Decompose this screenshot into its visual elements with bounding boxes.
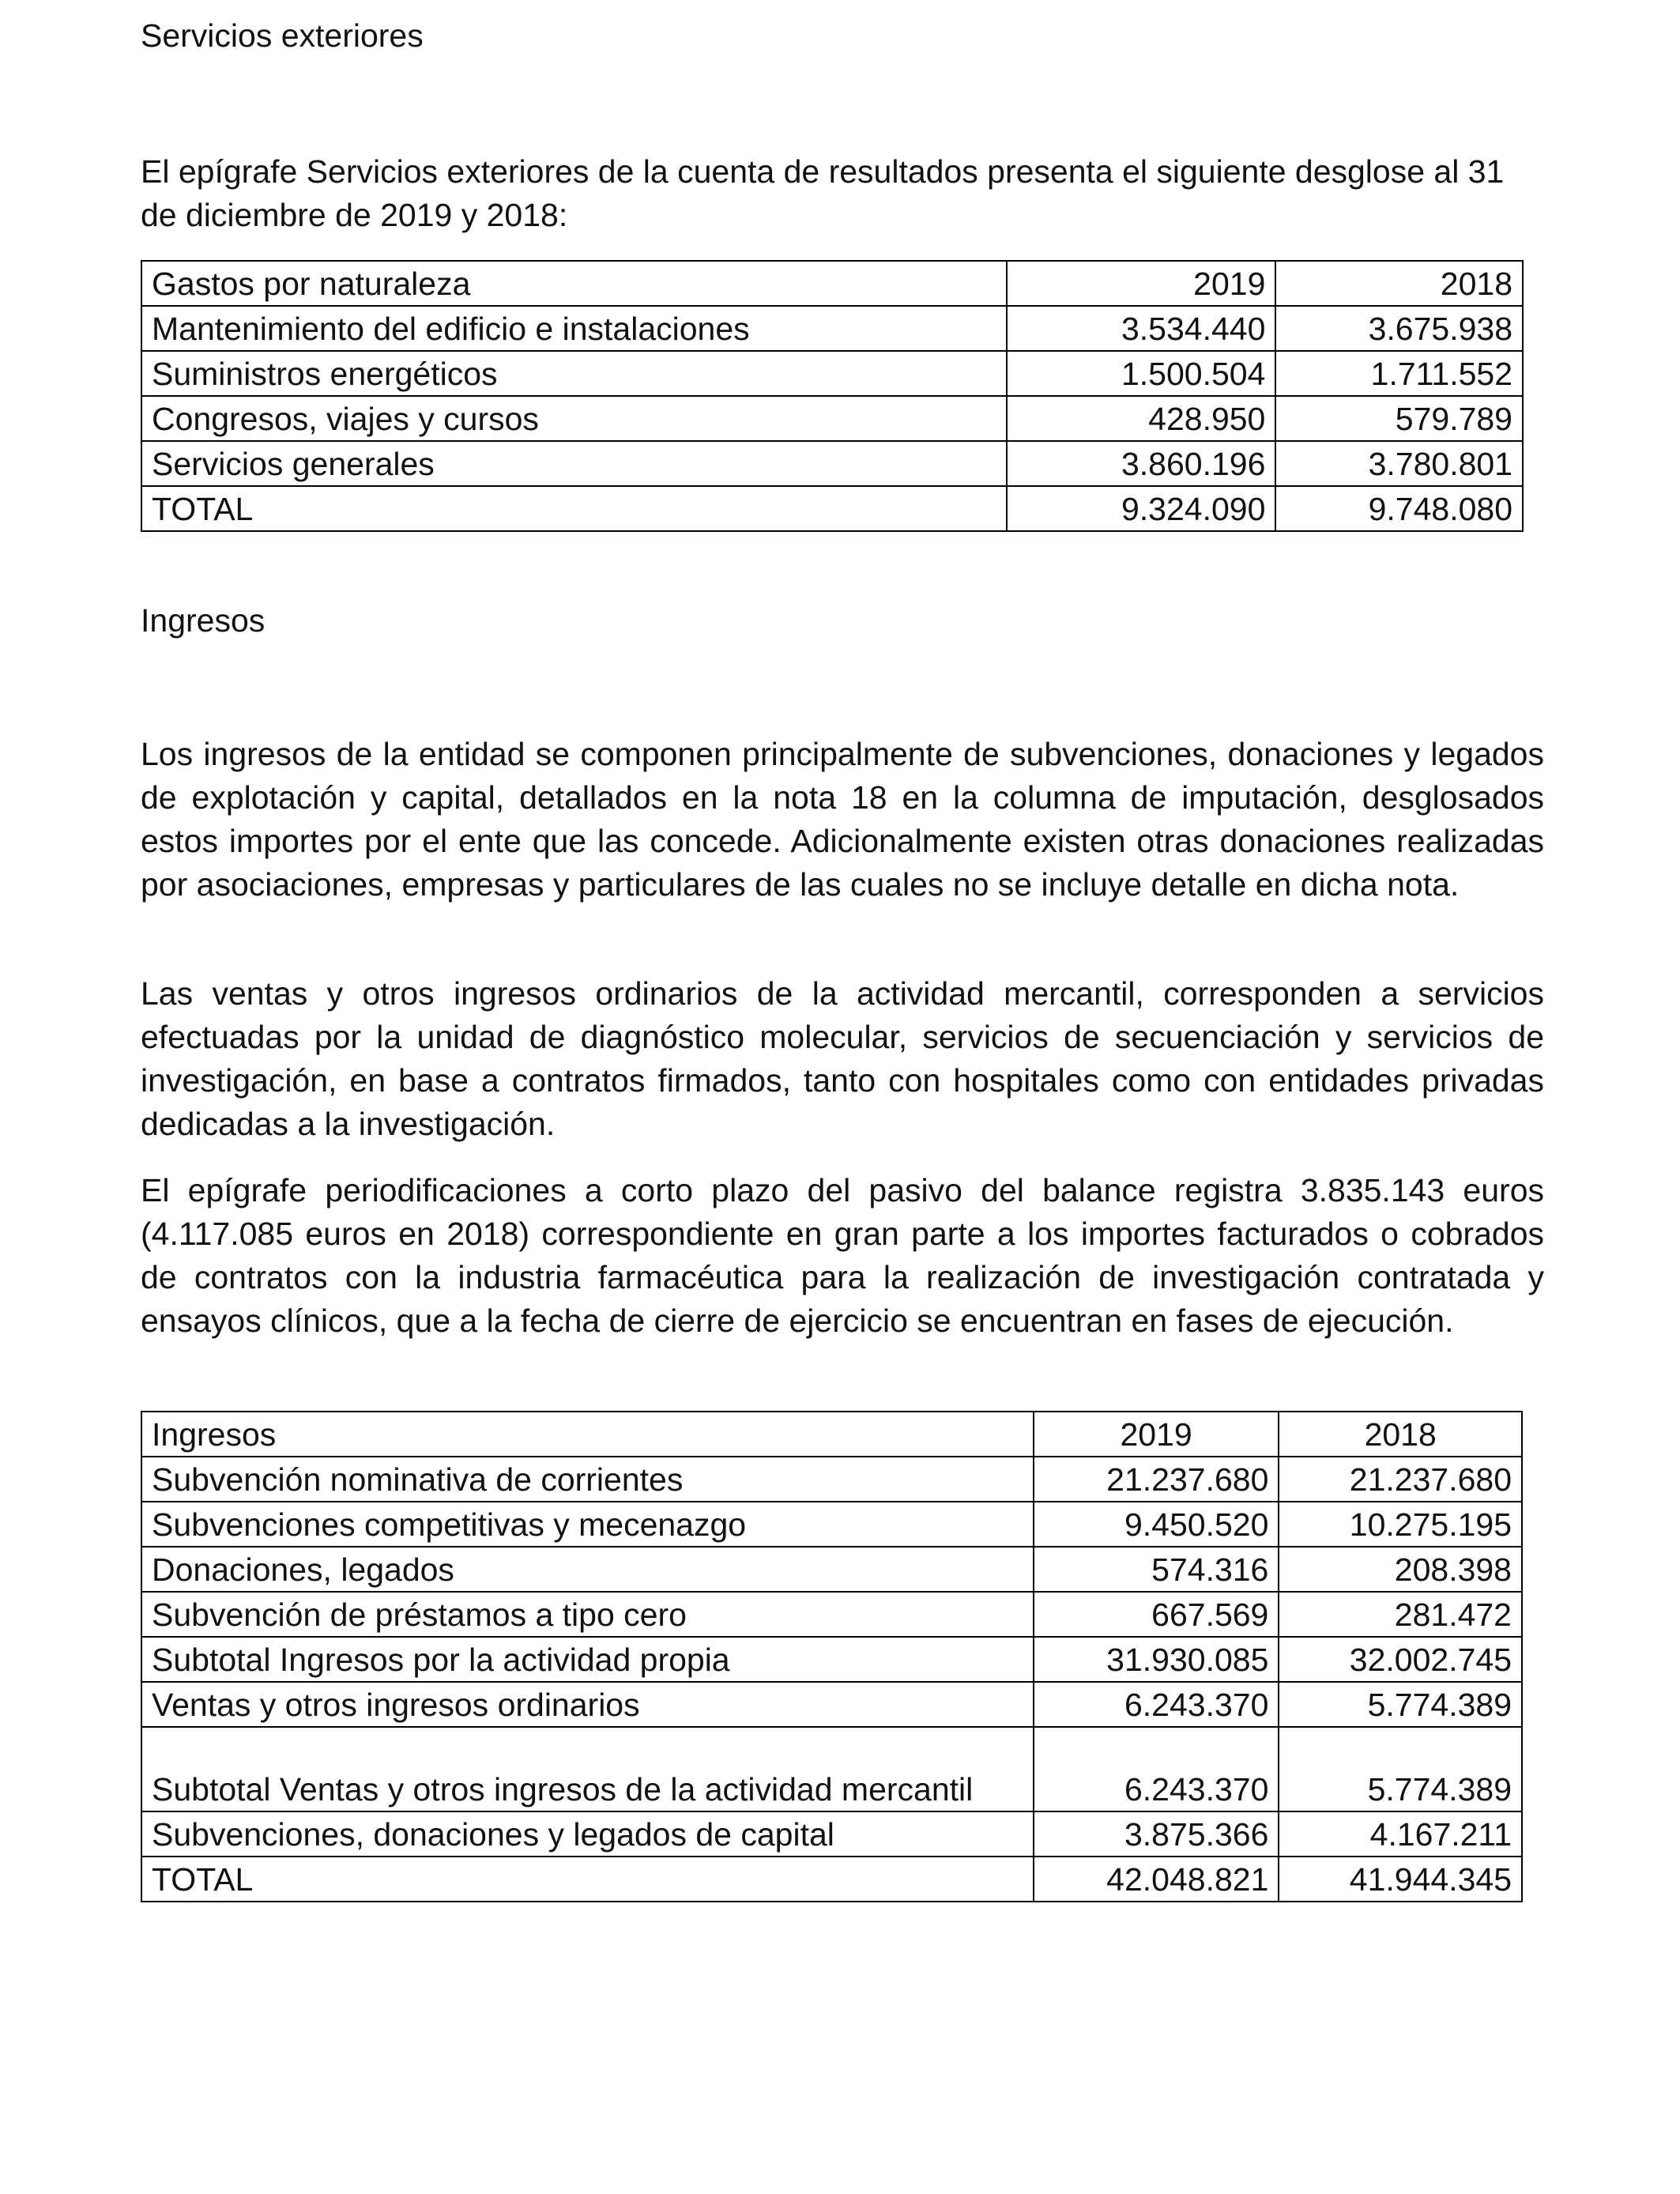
row-value-2018: 1.711.552 bbox=[1275, 351, 1523, 396]
table-row bbox=[141, 1682, 1522, 1727]
ingresos-paragraph-2: Las ventas y otros ingresos ordinarios de la actividad mercantil, corresponden a servicios efectuadas por la unidad de diagnóstico molecular, servicios de secuenciación y servicios de investigación, en base a contratos firmados, tanto con hospitales como con entidades privadas dedicadas a la investigación. bbox=[141, 975, 1544, 1142]
header-2018: 2018 bbox=[1275, 261, 1523, 306]
table-subtotal-row bbox=[141, 1727, 1522, 1811]
row-value-2019: 9.450.520 bbox=[1034, 1502, 1279, 1547]
row-value-2019: 42.048.821 bbox=[1034, 1857, 1279, 1902]
table-header-row bbox=[141, 1412, 1522, 1457]
row-value-2018: 3.675.938 bbox=[1275, 306, 1523, 351]
header-label: Gastos por naturaleza bbox=[141, 261, 1007, 306]
row-value-2019: 574.316 bbox=[1034, 1547, 1279, 1592]
table-subtotal-row bbox=[141, 1637, 1522, 1682]
row-value-2018: 281.472 bbox=[1279, 1592, 1522, 1637]
row-value-2018: 41.944.345 bbox=[1279, 1857, 1522, 1902]
row-value-2018: 5.774.389 bbox=[1279, 1727, 1522, 1811]
row-value-2018: 579.789 bbox=[1275, 396, 1523, 441]
row-value-2019: 3.860.196 bbox=[1007, 441, 1276, 486]
row-value-2019: 3.534.440 bbox=[1007, 306, 1276, 351]
row-label: Servicios generales bbox=[141, 441, 1007, 486]
row-label: Subtotal Ventas y otros ingresos de la actividad mercantil bbox=[141, 1727, 1034, 1811]
row-label: Subvención nominativa de corrientes bbox=[141, 1457, 1034, 1502]
row-label: Congresos, viajes y cursos bbox=[141, 396, 1007, 441]
ingresos-paragraph-3: El epígrafe periodificaciones a corto plazo del pasivo del balance registra 3.835.143 euros (4.117.085 euros en 2018) correspondiente en gran parte a los importes facturados o cobrados de contratos con la industria farmacéutica para la realización de investigación contratada y ensayos clínicos, que a la fecha de cierre de ejercicio se encuentran en fases de ejecución. bbox=[141, 1172, 1544, 1339]
header-2018: 2018 bbox=[1279, 1412, 1522, 1457]
table-total-row bbox=[141, 486, 1523, 531]
table-header-row bbox=[141, 261, 1523, 306]
row-value-2019: 6.243.370 bbox=[1034, 1682, 1279, 1727]
row-value-2019: 428.950 bbox=[1007, 396, 1276, 441]
table-row bbox=[141, 306, 1523, 351]
table-row bbox=[141, 441, 1523, 486]
row-label: Donaciones, legados bbox=[141, 1547, 1034, 1592]
row-label: Subvención de préstamos a tipo cero bbox=[141, 1592, 1034, 1637]
table-row bbox=[141, 1811, 1522, 1857]
row-value-2019: 1.500.504 bbox=[1007, 351, 1276, 396]
row-value-2019: 9.324.090 bbox=[1007, 486, 1276, 531]
row-label: Mantenimiento del edificio e instalaciones bbox=[141, 306, 1007, 351]
row-label: Suministros energéticos bbox=[141, 351, 1007, 396]
table-row bbox=[141, 351, 1523, 396]
header-2019: 2019 bbox=[1034, 1412, 1279, 1457]
table-row bbox=[141, 1457, 1522, 1502]
row-value-2019: 3.875.366 bbox=[1034, 1811, 1279, 1857]
table-row bbox=[141, 1502, 1522, 1547]
row-value-2019: 21.237.680 bbox=[1034, 1457, 1279, 1502]
row-label: TOTAL bbox=[141, 486, 1007, 531]
header-2019: 2019 bbox=[1007, 261, 1276, 306]
section-title-servicios-exteriores: Servicios exteriores bbox=[141, 17, 424, 54]
row-label: Subvenciones, donaciones y legados de capital bbox=[141, 1811, 1034, 1857]
gastos-table bbox=[141, 260, 1524, 532]
row-value-2018: 208.398 bbox=[1279, 1547, 1522, 1592]
row-value-2018: 10.275.195 bbox=[1279, 1502, 1522, 1547]
row-value-2018: 4.167.211 bbox=[1279, 1811, 1522, 1857]
row-value-2019: 31.930.085 bbox=[1034, 1637, 1279, 1682]
section-title-ingresos: Ingresos bbox=[141, 602, 266, 639]
table-total-row bbox=[141, 1857, 1522, 1902]
table-row bbox=[141, 396, 1523, 441]
row-value-2018: 21.237.680 bbox=[1279, 1457, 1522, 1502]
row-label: Subvenciones competitivas y mecenazgo bbox=[141, 1502, 1034, 1547]
row-value-2019: 667.569 bbox=[1034, 1592, 1279, 1637]
table-row bbox=[141, 1547, 1522, 1592]
row-value-2019: 6.243.370 bbox=[1034, 1727, 1279, 1811]
row-label: TOTAL bbox=[141, 1857, 1034, 1902]
servicios-exteriores-intro: El epígrafe Servicios exteriores de la cuenta de resultados presenta el siguiente desglose al 31 de diciembre de 2019 y 2018: bbox=[141, 153, 1505, 233]
table-row bbox=[141, 1592, 1522, 1637]
row-value-2018: 32.002.745 bbox=[1279, 1637, 1522, 1682]
row-value-2018: 9.748.080 bbox=[1275, 486, 1523, 531]
row-label: Subtotal Ingresos por la actividad propia bbox=[141, 1637, 1034, 1682]
row-label: Ventas y otros ingresos ordinarios bbox=[141, 1682, 1034, 1727]
row-value-2018: 3.780.801 bbox=[1275, 441, 1523, 486]
ingresos-table bbox=[141, 1411, 1523, 1902]
ingresos-paragraph-1: Los ingresos de la entidad se componen principalmente de subvenciones, donaciones y legados de explotación y capital, detallados en la nota 18 en la columna de imputación, desglosados estos importes por el ente que las concede. Adicionalmente existen otras donaciones realizadas por asociaciones, empresas y particulares de las cuales no se incluye detalle en dicha nota. bbox=[141, 736, 1544, 903]
header-label: Ingresos bbox=[141, 1412, 1034, 1457]
row-value-2018: 5.774.389 bbox=[1279, 1682, 1522, 1727]
